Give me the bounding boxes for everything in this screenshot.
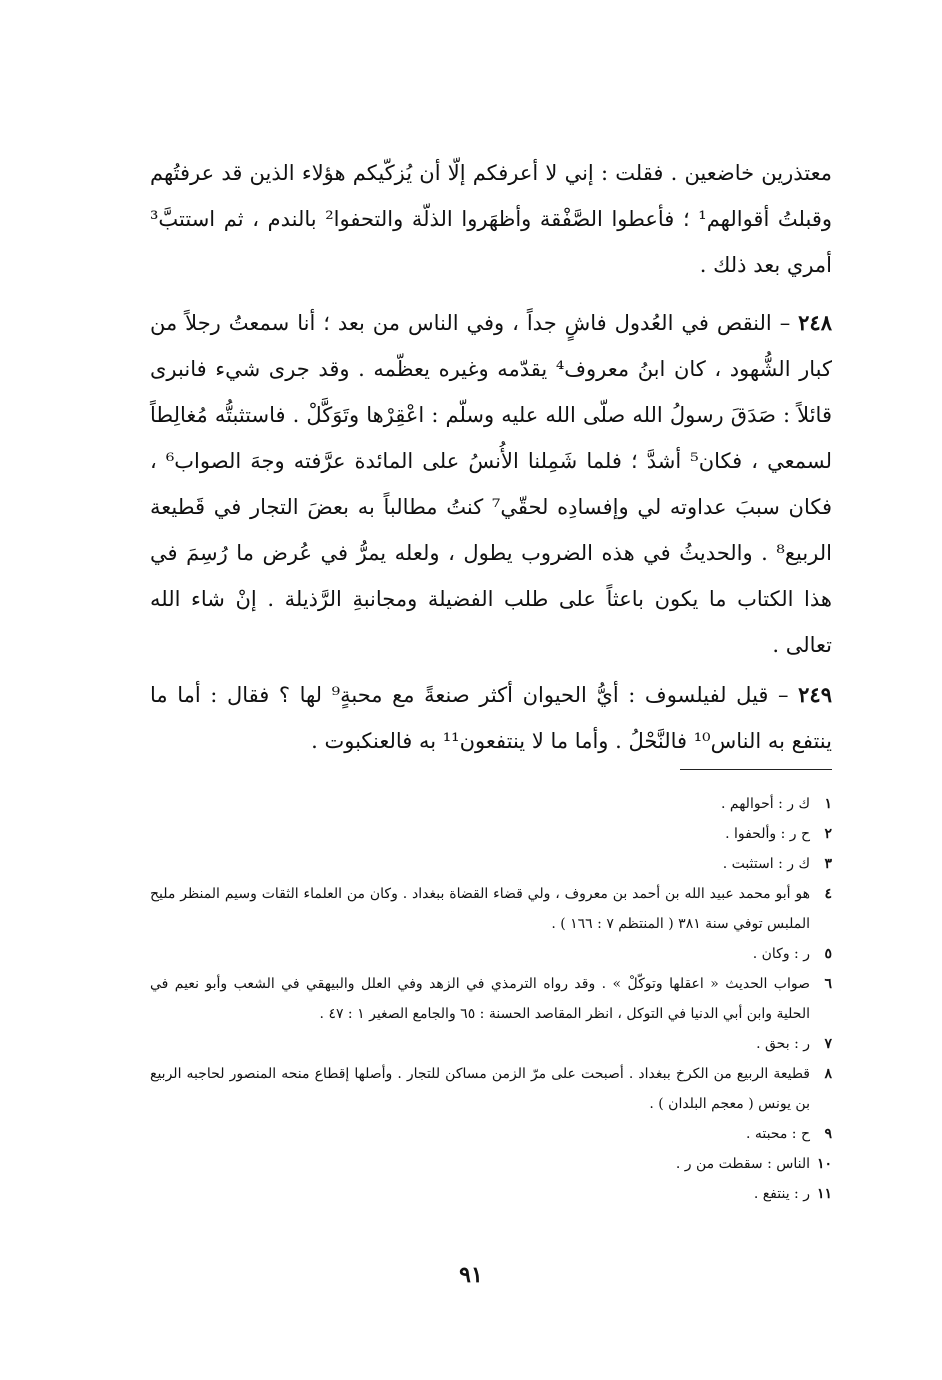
footnote xyxy=(150,1059,832,1119)
footnote-text: ك ر : أحوالهم . xyxy=(721,796,810,812)
footnote xyxy=(150,1149,832,1179)
main-text xyxy=(150,150,832,764)
footnote-text: ح ر : وألحفوا . xyxy=(725,826,810,842)
footnote-number: ٣ xyxy=(824,856,832,872)
paragraph-249 xyxy=(150,672,832,764)
footnote-number: ٥ xyxy=(824,946,832,962)
footnote-number: ١ xyxy=(824,796,832,812)
footnote xyxy=(150,849,832,879)
footnote-text: ر : وكان . xyxy=(752,946,810,962)
footnote xyxy=(150,939,832,969)
paragraph-248 xyxy=(150,300,832,668)
footnote xyxy=(150,1119,832,1149)
footnote xyxy=(150,819,832,849)
footnote-number: ١١ xyxy=(816,1186,832,1202)
footnote-text: هو أبو محمد عبيد الله بن أحمد بن معروف ، ولي قضاء القضاة ببغداد . وكان من العلماء الثقات وسيم المنظر مليح الملبس توفي سنة ٣٨١ ( المنتظم ٧ : ١٦٦ ) . xyxy=(150,886,810,932)
footnote-text: صواب الحديث « اعقلها وتوكّلْ » . وقد رواه الترمذي في الزهد وفي العلل والبيهقي في الشعب وأبو نعيم في الحلية وابن أبي الدنيا في التوكل ، انظر المقاصد الحسنة : ٦٥ والجامع الصغير ١ : ٤٧ . xyxy=(150,976,810,1022)
footnote xyxy=(150,879,832,939)
footnotes xyxy=(150,789,832,1209)
footnote xyxy=(150,969,832,1029)
footnote-separator xyxy=(680,769,832,770)
footnote-text: ر : بحق . xyxy=(756,1036,810,1052)
paragraph-continued: معتذرين خاضعين . فقلت : إني لا أعرفكم إلّا أن يُزكّيكم هؤلاء الذين قد عرفتُهم وقبلتُ أقوالهم¹ ؛ فأعطوا الصَّفْقة وأظهَروا الذلّة والتحفوا² بالندم ، ثم استتبَّ³ أمري بعد ذلك . xyxy=(150,161,833,277)
footnote-number: ٨ xyxy=(824,1066,832,1082)
footnote-number: ٢ xyxy=(824,826,832,842)
paragraph-number: ٢٤٩ xyxy=(798,682,832,707)
page-number: ٩١ xyxy=(459,1262,483,1288)
footnote-text: ح : محبته . xyxy=(745,1126,810,1142)
footnote-number: ٧ xyxy=(824,1036,832,1052)
footnote-number: ٦ xyxy=(824,976,832,992)
footnote-text: ر : ينتفع . xyxy=(753,1186,810,1202)
paragraph-number: ٢٤٨ xyxy=(798,310,832,335)
footnote-number: ٩ xyxy=(824,1126,832,1142)
footnote-number: ١٠ xyxy=(816,1156,832,1172)
footnote xyxy=(150,1029,832,1059)
footnote-text: الناس : سقطت من ر . xyxy=(675,1156,810,1172)
footnote xyxy=(150,789,832,819)
footnote xyxy=(150,1179,832,1209)
paragraph-text: – قيل لفيلسوف : أيُّ الحيوان أكثر صنعةً مع محبةٍ⁹ لها ؟ فقال : أما ما ينتفع به الناس¹⁰ فالنَّحْلُ . وأما ما لا ينتفعون¹¹ به فالعنكبوت . xyxy=(150,683,832,753)
footnote-number: ٤ xyxy=(824,886,832,902)
footnote-text: ك ر : استثبت . xyxy=(722,856,810,872)
paragraph-text: – النقص في العُدول فاشٍ جداً ، وفي الناس من بعد ؛ أنا سمعتُ رجلاً من كبار الشُّهود ، كان ابنُ معروف⁴ يقدّمه وغيره يعظّمه . وقد جرى شيء فانبرى قائلاً : صَدَقَ رسولُ الله صلّى الله عليه وسلّم : اعْقِرْها وتَوَكَّلْ . فاستثبتُّه مُغالِطاً لسمعي ، فكان⁵ أشدَّ ؛ فلما شَمِلنا الأُنسُ على المائدة عرَّفته وجهَ الصواب⁶ ، فكان سببَ عداوته لي وإفسادِه لحقّي⁷ كنتُ مطالباً به بعضَ التجار في قَطيعة الربيع⁸ . والحديثُ في هذه الضروب يطول ، ولعله يمرُّ في عُرض ما رُسِمَ في هذا الكتاب ما يكون باعثاً على طلب الفضيلة ومجانبةِ الرَّذيلة . إنْ شاء الله تعالى . xyxy=(150,311,832,657)
footnote-text: قطيعة الربيع من الكرخ ببغداد . أصبحت على مرّ الزمن مساكن للتجار . وأصلها إقطاع منحه المنصور لحاجبه الربيع بن يونس ( معجم البلدان ) . xyxy=(150,1066,810,1112)
